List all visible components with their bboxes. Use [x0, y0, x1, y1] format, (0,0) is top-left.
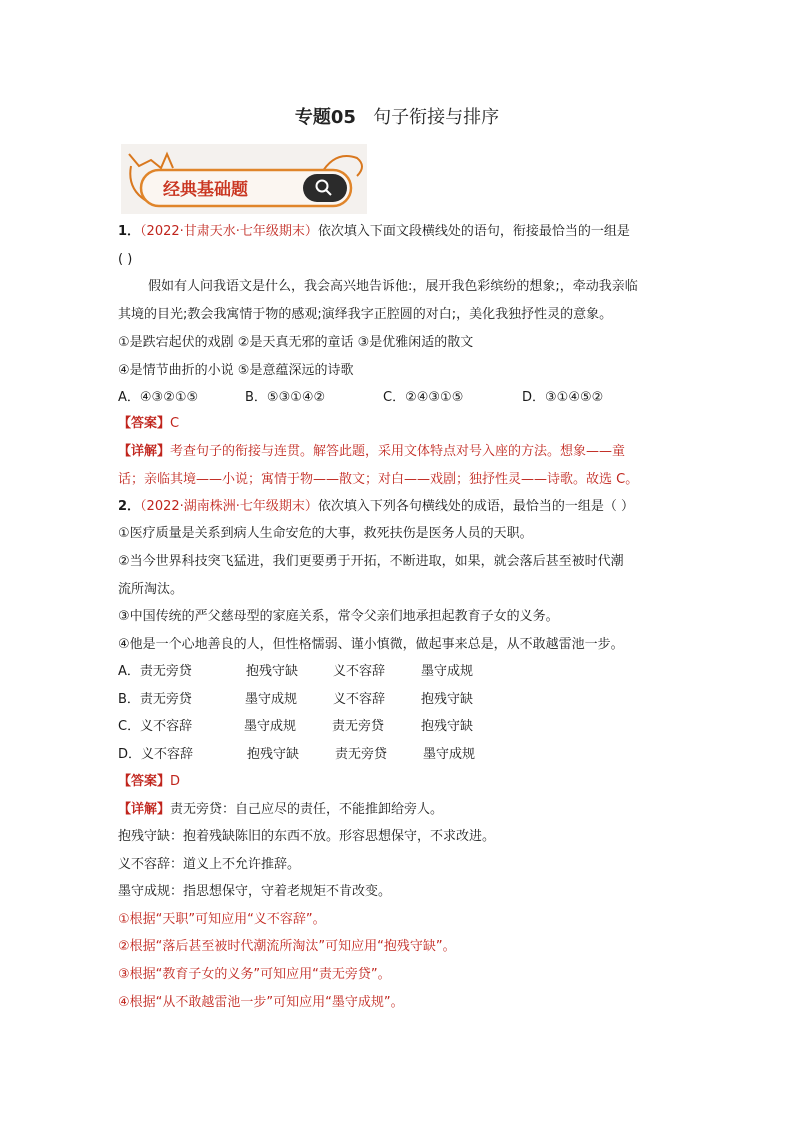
q1-options: [118, 388, 603, 408]
q2-sentence-3: ③中国传统的严父慈母型的家庭关系，常令父亲们地承担起教育子女的义务。: [118, 609, 559, 624]
q2-detail-line4: 墨守成规：指思想保守，守着老规矩不肯改变。: [118, 884, 392, 899]
q2-option-c-word3: 责无旁贷: [332, 719, 385, 734]
q2-option-d-word1: D．义不容辞: [118, 747, 194, 762]
q2-option-a-word2: 抱残守缺: [246, 664, 299, 679]
q1-option-b: B．⑤③①④②: [245, 390, 326, 405]
q2-option-a-word3: 义不容辞: [333, 664, 386, 679]
q2-option-d-word2: 抱残守缺: [247, 747, 300, 762]
q2-option-c: [118, 717, 473, 737]
q1-items-line2: ④是情节曲折的小说 ⑤是意蕴深远的诗歌: [118, 363, 354, 378]
banner-label: 经典基础题: [163, 180, 248, 200]
q2-sentence-2b: 流所淘汰。: [118, 582, 184, 597]
q2-option-b: [118, 690, 473, 710]
q2-option-c-word1: C．义不容辞: [118, 719, 193, 734]
page-title: [0, 103, 794, 129]
q1-detail-line2: 话；亲临其境——小说；寓情于物——散文；对白——戏剧；独抒性灵——诗歌。故选 C。: [118, 472, 639, 487]
q2-option-c-word4: 抱残守缺: [421, 719, 474, 734]
q1-number: 1．: [118, 224, 141, 239]
q2-option-d-word3: 责无旁贷: [335, 747, 388, 762]
q2-detail-line3: 义不容辞：道义上不允许推辞。: [118, 857, 301, 872]
q2-answer-label: 【答案】: [118, 774, 171, 789]
q1-detail-text1: 考查句子的衔接与连贯。解答此题，采用文体特点对号入座的方法。想象——童: [170, 444, 626, 459]
q2-option-b-word2: 墨守成规: [245, 692, 298, 707]
q2-option-d: [118, 745, 475, 765]
q1-option-c: C．②④③①⑤: [383, 390, 464, 405]
topic-name: 句子衔接与排序: [373, 107, 500, 128]
q1-answer-label: 【答案】: [118, 416, 171, 431]
q1-stem-text: 依次填入下面文段横线处的语句，衔接最恰当的一组是: [317, 224, 630, 239]
q1-detail-line1: [118, 442, 625, 462]
q2-option-a: [118, 662, 473, 682]
q1-paren: ( ): [118, 252, 133, 267]
q2-source: （2022·湖南株洲·七年级期末）: [140, 499, 318, 514]
q2-option-c-word2: 墨守成规: [244, 719, 297, 734]
q2-option-a-word1: A．责无旁贷: [118, 664, 192, 679]
q2-answer-value: D: [170, 774, 181, 789]
q2-detail-text1: 责无旁贷：自己应尽的责任，不能推卸给旁人。: [170, 802, 444, 817]
q2-sentence-1: ①医疗质量是关系到病人生命安危的大事，救死扶伤是医务人员的天职。: [118, 526, 533, 541]
q1-passage-line2: 其境的目光;教会我寓情于物的感观;演绎我字正腔圆的对白;，美化我独抒性灵的意象。: [118, 307, 613, 322]
q2-stem: [118, 497, 634, 517]
q2-option-d-word4: 墨守成规: [423, 747, 476, 762]
q1-detail-label: 【详解】: [118, 444, 171, 459]
q1-source: （2022·甘肃天水·七年级期末）: [140, 224, 318, 239]
q1-stem: [118, 222, 630, 242]
q2-explain-2: ②根据“落后甚至被时代潮流所淘汰”可知应用“抱残守缺”。: [118, 939, 456, 954]
q2-detail-label: 【详解】: [118, 802, 171, 817]
q1-items-line1: ①是跌宕起伏的戏剧 ②是天真无邪的童话 ③是优雅闲适的散文: [118, 335, 474, 350]
q1-option-a: A．④③②①⑤: [118, 390, 199, 405]
q1-option-d: D．③①④⑤②: [522, 390, 604, 405]
q2-option-b-word4: 抱残守缺: [421, 692, 474, 707]
q2-explain-4: ④根据“从不敢越雷池一步”可知应用“墨守成规”。: [118, 995, 404, 1010]
q2-detail-line1: [118, 800, 443, 820]
q2-detail-line2: 抱残守缺：抱着残缺陈旧的东西不放。形容思想保守，不求改进。: [118, 829, 496, 844]
q1-answer-value: C: [170, 416, 180, 431]
q2-answer: [118, 772, 180, 792]
q2-option-a-word4: 墨守成规: [421, 664, 474, 679]
q2-number: 2．: [118, 499, 141, 514]
q2-sentence-2a: ②当今世界科技突飞猛进，我们更要勇于开拓，不断进取，如果，就会落后甚至被时代潮: [118, 554, 624, 569]
q2-sentence-4: ④他是一个心地善良的人，但性格懦弱、谨小慎微，做起事来总是，从不敢越雷池一步。: [118, 637, 624, 652]
q1-answer: [118, 414, 179, 434]
q2-option-b-word3: 义不容辞: [333, 692, 386, 707]
classic-basics-banner: [121, 144, 367, 214]
q1-passage-line1: 假如有人问我语文是什么，我会高兴地告诉他:，展开我色彩缤纷的想象;，牵动我亲临: [148, 279, 638, 294]
topic-number: 专题05: [294, 107, 356, 128]
q2-explain-1: ①根据“天职”可知应用“义不容辞”。: [118, 912, 326, 927]
q2-option-b-word1: B．责无旁贷: [118, 692, 192, 707]
q2-explain-3: ③根据“教育子女的义务”可知应用“责无旁贷”。: [118, 967, 391, 982]
q2-stem-text: 依次填入下列各句横线处的成语，最恰当的一组是（ ）: [317, 499, 635, 514]
